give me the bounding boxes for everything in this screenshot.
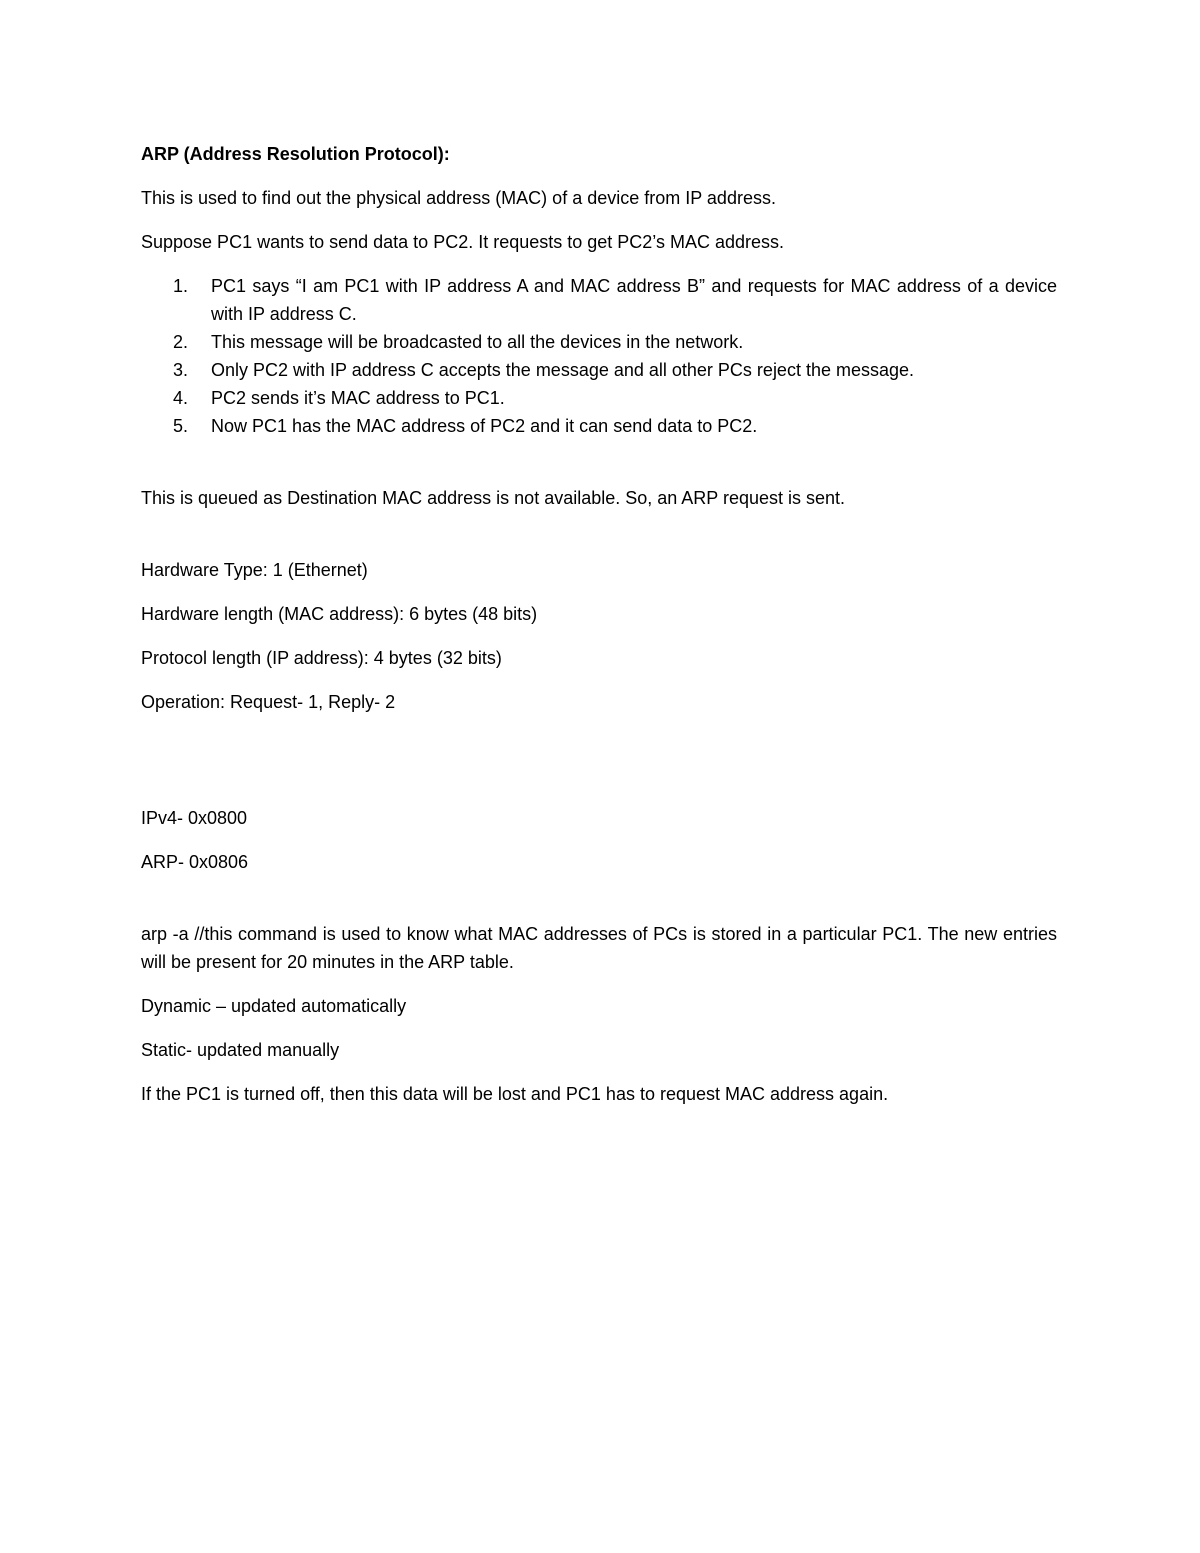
list-item: [141, 328, 1057, 356]
list-item: [141, 412, 1057, 440]
dynamic-entry: Dynamic – updated automatically: [141, 996, 407, 1016]
list-item-text: PC2 sends it’s MAC address to PC1.: [211, 388, 505, 408]
document-body: [141, 140, 1057, 1124]
list-item-text: PC1 says “I am PC1 with IP address A and MAC address B” and requests for MAC address of a device with IP address C.: [211, 276, 1057, 324]
hardware-length: Hardware length (MAC address): 6 bytes (48 bits): [141, 604, 538, 624]
arp-steps-list: [141, 272, 1057, 440]
arp-type: ARP- 0x0806: [141, 852, 249, 872]
list-item: [141, 356, 1057, 384]
spacer: [141, 456, 1057, 484]
protocol-length: Protocol length (IP address): 4 bytes (32 bits): [141, 648, 502, 668]
suppose-paragraph: Suppose PC1 wants to send data to PC2. It requests to get PC2’s MAC address.: [141, 232, 785, 252]
list-item-number: 4.: [173, 388, 189, 408]
list-item: [141, 272, 1057, 328]
spacer: [141, 892, 1057, 920]
ipv4-type: IPv4- 0x0800: [141, 808, 248, 828]
spacer: [141, 732, 1057, 804]
intro-paragraph: This is used to find out the physical address (MAC) of a device from IP address.: [141, 188, 776, 208]
list-item-number: 1.: [173, 276, 189, 296]
list-item-text: Now PC1 has the MAC address of PC2 and it can send data to PC2.: [211, 416, 758, 436]
hardware-type: Hardware Type: 1 (Ethernet): [141, 560, 368, 580]
turned-off-paragraph: If the PC1 is turned off, then this data will be lost and PC1 has to request MAC address again.: [141, 1084, 889, 1104]
list-item: [141, 384, 1057, 412]
arp-command-paragraph: arp -a //this command is used to know what MAC addresses of PCs is stored in a particular PC1. The new entries will be present for 20 minutes in the ARP table.: [141, 924, 1057, 972]
operation: Operation: Request- 1, Reply- 2: [141, 692, 396, 712]
list-item-number: 5.: [173, 416, 189, 436]
list-item-text: Only PC2 with IP address C accepts the message and all other PCs reject the message.: [211, 360, 915, 380]
list-item-number: 2.: [173, 332, 189, 352]
section-title: ARP (Address Resolution Protocol):: [141, 144, 450, 164]
list-item-number: 3.: [173, 360, 189, 380]
list-item-text: This message will be broadcasted to all the devices in the network.: [211, 332, 744, 352]
queued-paragraph: This is queued as Destination MAC address is not available. So, an ARP request is sent.: [141, 488, 846, 508]
spacer: [141, 528, 1057, 556]
static-entry: Static- updated manually: [141, 1040, 340, 1060]
